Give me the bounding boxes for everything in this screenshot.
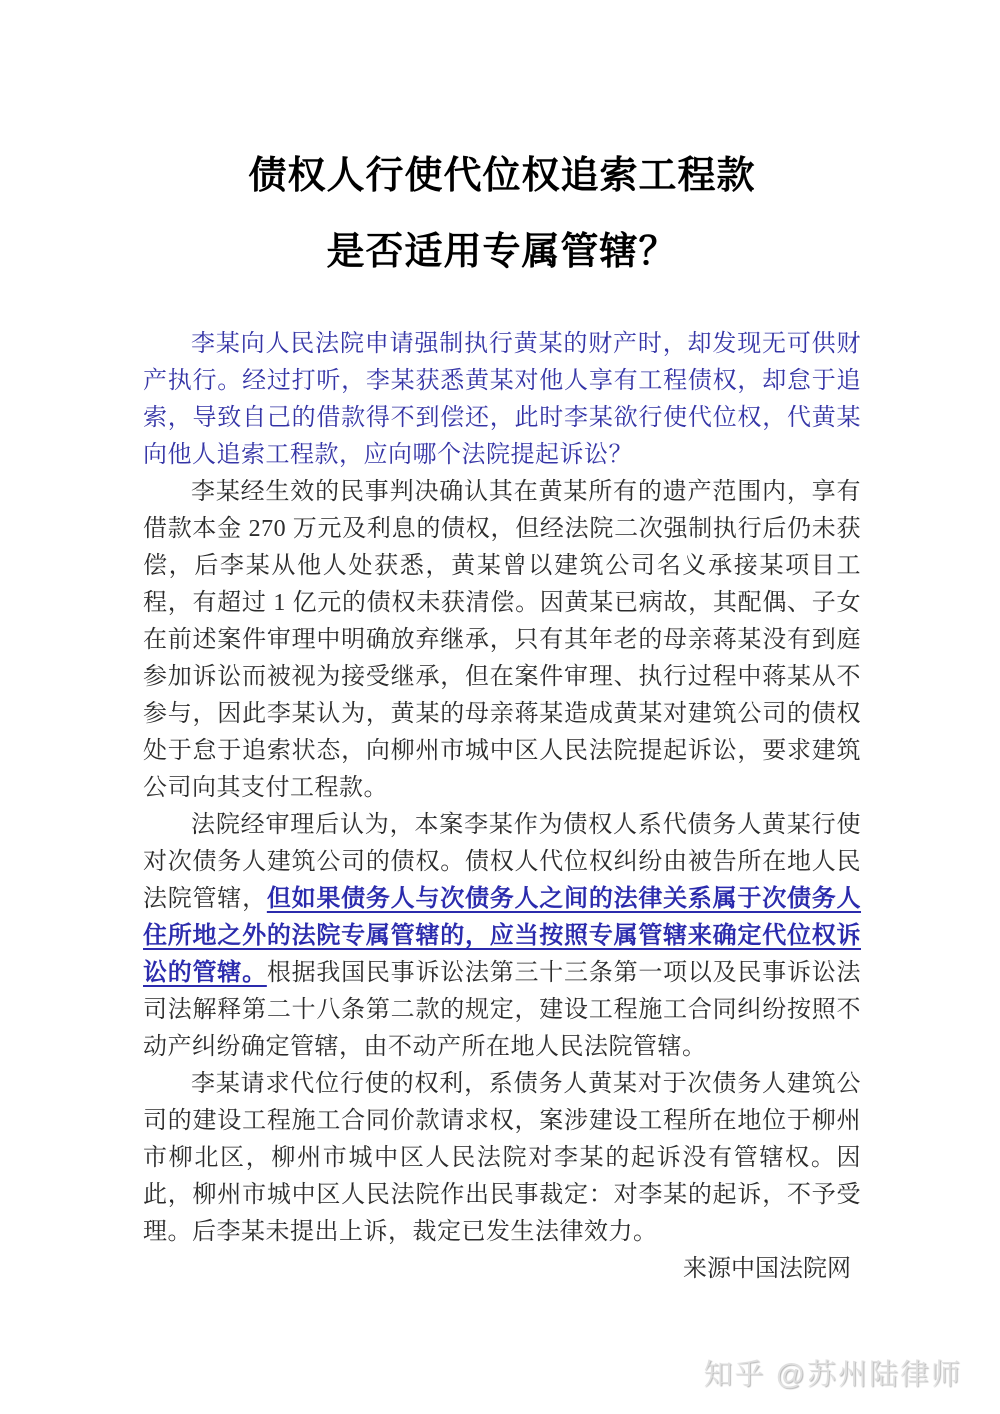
paragraph-intro-question xyxy=(143,326,861,474)
paragraph-case-background xyxy=(143,474,861,807)
article xyxy=(143,138,861,1288)
text-segment: 法院经审理后认为，本案李某作为债权人系代债务人黄某行使对次债务人建筑公司的债权。债权人代位权纠纷由被告所在地人民法院管辖， xyxy=(143,812,861,912)
watermark-author-handle: @苏州陆律师 xyxy=(775,1359,962,1391)
text-segment: 根据我国民事诉讼法第三十三条第一项以及民事诉讼法司法解释第二十八条第二款的规定，建设工程施工合同纠纷按照不动产纠纷确定管辖，由不动产所在地人民法院管辖。 xyxy=(143,960,862,1060)
source-attribution: 来源中国法院网 xyxy=(683,1256,851,1282)
title-line-1: 债权人行使代位权追索工程款 xyxy=(248,155,756,197)
text-segment: 李某经生效的民事判决确认其在黄某所有的遗产范围内，享有借款本金 270 万元及利息的债权，但经法院二次强制执行后仍未获偿，后李某从他人处获悉，黄某曾以建筑公司名义承接某项目工程，有超过 1 亿元的债权未获清偿。因黄某已病故，其配偶、子女在前述案件审理中明确放弃继承，只有其年老的母亲蒋某没有到庭参加诉讼而被视为接受继承，但在案件审理、执行过程中蒋某从不参与，因此李某认为，黄某的母亲蒋某造成黄某对建筑公司的债权处于怠于追索状态，向柳州市城中区人民法院提起诉讼，要求建筑公司向其支付工程款。 xyxy=(143,479,861,801)
article-title xyxy=(143,138,861,290)
paragraph-court-ruling xyxy=(143,1066,861,1251)
text-segment: 李某向人民法院申请强制执行黄某的财产时，却发现无可供财产执行。经过打听，李某获悉黄某对他人享有工程债权，却怠于追索，导致自己的借款得不到偿还，此时李某欲行使代位权，代黄某向他人追索工程款，应向哪个法院提起诉讼？ xyxy=(143,331,861,468)
watermark-brand-zhihu: 知乎 xyxy=(703,1359,766,1391)
text-segment-highlighted: 但如果债务人与次债务人之间的法律关系属于次债务人住所地之外的法院专属管辖的，应当按照专属管辖来确定代位权诉讼的管辖。 xyxy=(143,886,862,986)
watermark xyxy=(704,1352,962,1393)
title-line-2: 是否适用专属管辖？ xyxy=(326,231,678,273)
text-segment: 李某请求代位行使的权利，系债务人黄某对于次债务人建筑公司的建设工程施工合同价款请求权，案涉建设工程所在地位于柳州市柳北区，柳州市城中区人民法院对李某的起诉没有管辖权。因此，柳州市城中区人民法院作出民事裁定：对李某的起诉，不予受理。后李某未提出上诉，裁定已发生法律效力。 xyxy=(143,1071,861,1245)
paragraph-court-reasoning xyxy=(143,807,861,1066)
